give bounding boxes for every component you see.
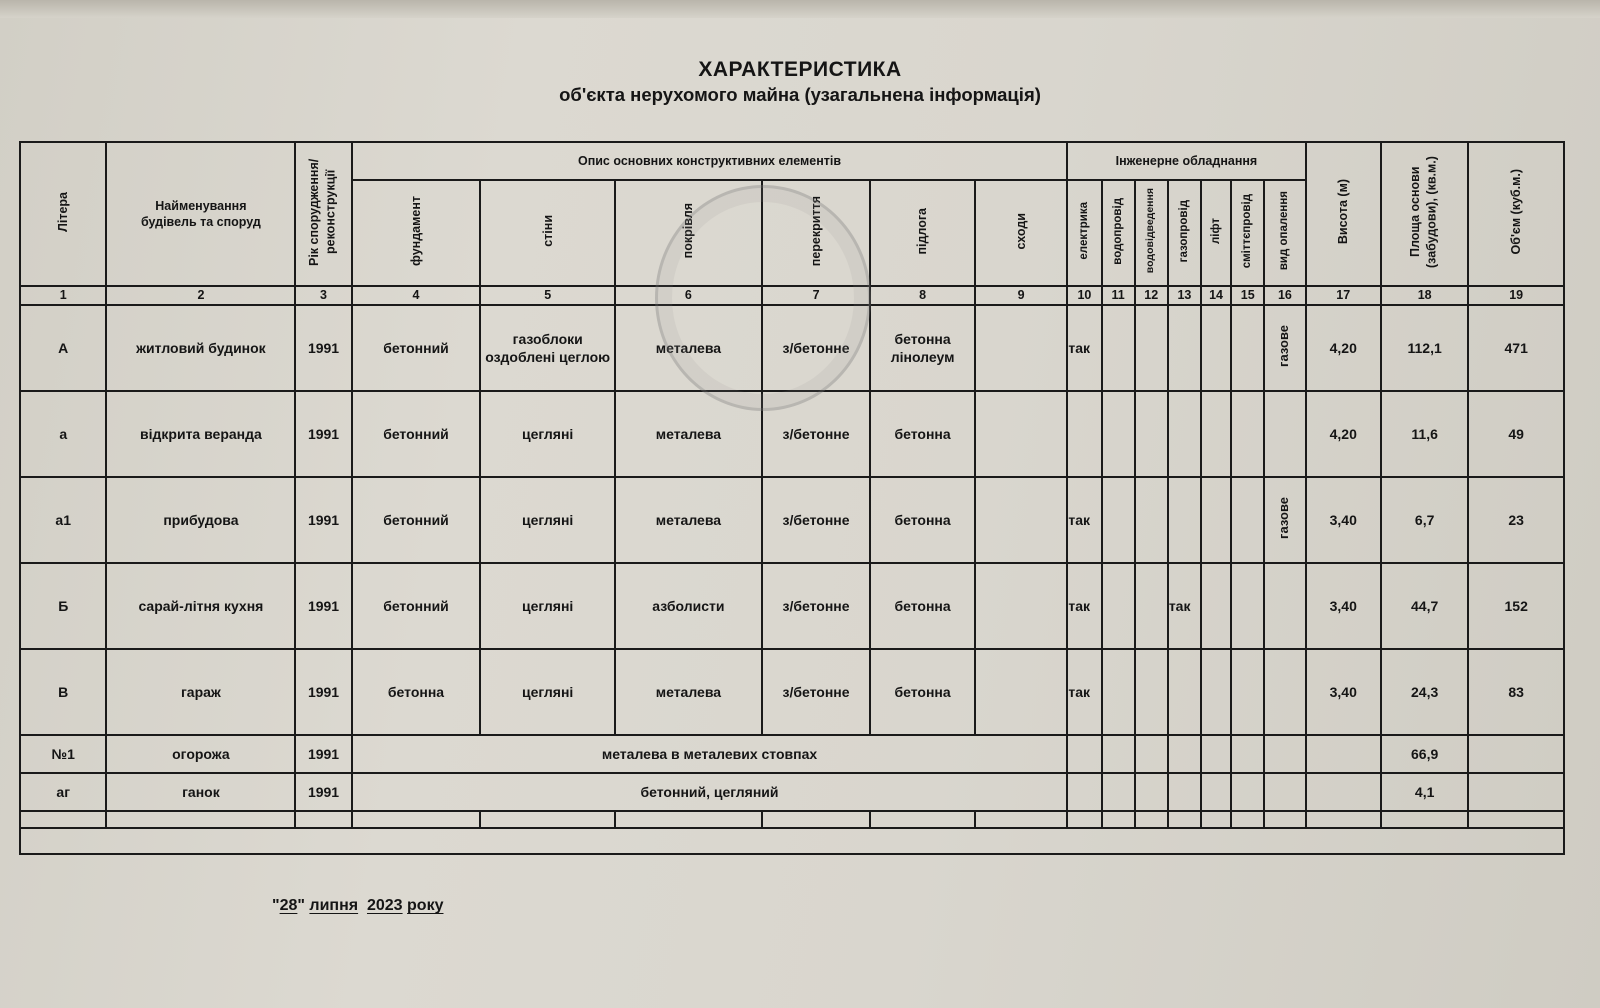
cell-ceiling: з/бетонне	[762, 305, 871, 391]
cell-gas	[1168, 305, 1201, 391]
header-construction-group: Опис основних конструктивних елементів	[352, 142, 1068, 180]
cell-roof: металева	[615, 391, 762, 477]
cell-walls: цегляні	[480, 391, 615, 477]
column-number: 19	[1468, 286, 1564, 305]
cell-heating	[1264, 477, 1305, 563]
cell-garbage-chute	[1231, 391, 1264, 477]
header-height-label: Висота (м)	[1336, 179, 1351, 245]
empty-cell	[106, 811, 295, 828]
empty-cell	[1264, 811, 1305, 828]
header-sewerage	[1135, 180, 1168, 286]
document-title: ХАРАКТЕРИСТИКА	[698, 58, 902, 81]
header-walls-label: стіни	[540, 214, 555, 247]
header-row-group	[20, 142, 1564, 180]
cell-year: 1991	[295, 305, 351, 391]
cell-litera: №1	[20, 735, 106, 773]
date-suffix: року	[407, 897, 444, 914]
cell-gas: так	[1168, 563, 1201, 649]
date-year: 2023	[366, 897, 403, 914]
cell-foundation: бетонний	[352, 563, 481, 649]
cell-year: 1991	[295, 391, 351, 477]
cell-stairs	[975, 649, 1068, 735]
cell-gas	[1168, 649, 1201, 735]
cell-roof: металева	[615, 649, 762, 735]
table-row	[20, 649, 1564, 735]
header-volume-label: Об'єм (куб.м.)	[1509, 169, 1524, 255]
cell-roof: металева	[615, 477, 762, 563]
column-number: 17	[1306, 286, 1381, 305]
header-name-label: Найменування будівель та споруд	[140, 198, 261, 229]
column-number: 9	[975, 286, 1068, 305]
cell-walls: газоблоки оздоблені цеглою	[480, 305, 615, 391]
cell-sewerage	[1135, 391, 1168, 477]
cell-litera: а1	[20, 477, 106, 563]
column-number: 14	[1201, 286, 1231, 305]
cell-name: гараж	[106, 649, 295, 735]
document-date: "28" липня 2023 року	[272, 897, 444, 914]
header-volume	[1468, 142, 1564, 286]
column-number: 3	[295, 286, 351, 305]
cell-walls: цегляні	[480, 563, 615, 649]
cell-area: 24,3	[1381, 649, 1468, 735]
column-number: 1	[20, 286, 106, 305]
cell-floor: бетонна	[870, 563, 975, 649]
cell-area: 44,7	[1381, 563, 1468, 649]
cell-stairs	[975, 305, 1068, 391]
cell-heating	[1264, 391, 1305, 477]
cell-name: огорожа	[106, 735, 295, 773]
cell-stairs	[975, 563, 1068, 649]
cell-lift	[1201, 305, 1231, 391]
column-number: 11	[1102, 286, 1135, 305]
empty-cell	[870, 811, 975, 828]
cell-litera: аг	[20, 773, 106, 811]
cell-engineering-empty	[1264, 735, 1305, 773]
empty-cell	[20, 811, 106, 828]
header-electricity-label: електрика	[1077, 202, 1090, 260]
cell-ceiling: з/бетонне	[762, 391, 871, 477]
cell-litera: А	[20, 305, 106, 391]
header-floor	[870, 180, 975, 286]
cell-garbage-chute	[1231, 305, 1264, 391]
cell-engineering-empty	[1231, 773, 1264, 811]
cell-engineering-empty	[1135, 773, 1168, 811]
cell-description: металева в металевих стовпах	[352, 735, 1068, 773]
cell-roof: азболисти	[615, 563, 762, 649]
column-number: 8	[870, 286, 975, 305]
cell-electricity	[1067, 391, 1101, 477]
header-litera-label: Літера	[56, 191, 71, 232]
cell-heating	[1264, 305, 1305, 391]
cell-engineering-empty	[1135, 735, 1168, 773]
cell-name: відкрита веранда	[106, 391, 295, 477]
header-electricity	[1067, 180, 1101, 286]
cell-electricity: так	[1067, 649, 1101, 735]
cell-area: 4,1	[1381, 773, 1468, 811]
cell-walls: цегляні	[480, 477, 615, 563]
cell-engineering-empty	[1201, 735, 1231, 773]
characteristics-table	[19, 141, 1565, 855]
header-height	[1306, 142, 1381, 286]
header-ceiling-label: перекриття	[808, 195, 823, 266]
empty-cell	[1201, 811, 1231, 828]
header-water-supply-label: водопровід	[1111, 197, 1124, 265]
cell-engineering-empty	[1067, 773, 1101, 811]
header-year	[295, 142, 351, 286]
header-heating-label: вид опалення	[1278, 191, 1291, 271]
empty-cell	[1168, 811, 1201, 828]
header-area-label: Площа основи (забудови), (кв.м.)	[1407, 155, 1438, 268]
column-number: 15	[1231, 286, 1264, 305]
cell-roof: металева	[615, 305, 762, 391]
cell-floor: бетонна	[870, 649, 975, 735]
empty-cell	[615, 811, 762, 828]
header-sewerage-label: водовідведення	[1144, 188, 1157, 274]
cell-year: 1991	[295, 477, 351, 563]
cell-engineering-empty	[1168, 773, 1201, 811]
cell-floor: бетонна	[870, 391, 975, 477]
cell-volume: 23	[1468, 477, 1564, 563]
document-subtitle: об'єкта нерухомого майна (узагальнена інформація)	[559, 84, 1041, 105]
header-stairs	[975, 180, 1068, 286]
cell-area: 6,7	[1381, 477, 1468, 563]
cell-height: 4,20	[1306, 391, 1381, 477]
cell-area: 112,1	[1381, 305, 1468, 391]
cell-water-supply	[1102, 563, 1135, 649]
header-walls	[480, 180, 615, 286]
cell-lift	[1201, 391, 1231, 477]
header-roof	[615, 180, 762, 286]
cell-engineering-empty	[1201, 773, 1231, 811]
cell-ceiling: з/бетонне	[762, 477, 871, 563]
header-lift	[1201, 180, 1231, 286]
cell-sewerage	[1135, 563, 1168, 649]
cell-area: 11,6	[1381, 391, 1468, 477]
cell-year: 1991	[295, 563, 351, 649]
header-floor-label: підлога	[915, 207, 930, 255]
cell-volume: 152	[1468, 563, 1564, 649]
column-number: 13	[1168, 286, 1201, 305]
cell-lift	[1201, 563, 1231, 649]
cell-heating	[1264, 649, 1305, 735]
empty-cell	[1468, 811, 1564, 828]
cell-electricity: так	[1067, 305, 1101, 391]
cell-name: сарай-літня кухня	[106, 563, 295, 649]
header-area	[1381, 142, 1468, 286]
header-water-supply	[1102, 180, 1135, 286]
cell-walls: цегляні	[480, 649, 615, 735]
cell-area: 66,9	[1381, 735, 1468, 773]
column-number: 12	[1135, 286, 1168, 305]
cell-lift	[1201, 477, 1231, 563]
table-row	[20, 563, 1564, 649]
cell-water-supply	[1102, 477, 1135, 563]
table-row	[20, 477, 1564, 563]
cell-name: прибудова	[106, 477, 295, 563]
header-litera	[20, 142, 106, 286]
column-number: 10	[1067, 286, 1101, 305]
cell-ceiling: з/бетонне	[762, 563, 871, 649]
cell-sewerage	[1135, 649, 1168, 735]
cell-electricity: так	[1067, 477, 1101, 563]
header-garbage-chute	[1231, 180, 1264, 286]
cell-height: 4,20	[1306, 305, 1381, 391]
column-number: 5	[480, 286, 615, 305]
cell-volume	[1468, 773, 1564, 811]
cell-name: житловий будинок	[106, 305, 295, 391]
header-heating	[1264, 180, 1305, 286]
empty-cell	[1135, 811, 1168, 828]
header-lift-label: ліфт	[1209, 217, 1222, 244]
cell-engineering-empty	[1168, 735, 1201, 773]
cell-engineering-empty	[1264, 773, 1305, 811]
cell-water-supply	[1102, 305, 1135, 391]
column-number: 16	[1264, 286, 1305, 305]
header-gas-label: газопровід	[1177, 199, 1190, 263]
header-ceiling	[762, 180, 871, 286]
cell-water-supply	[1102, 649, 1135, 735]
cell-year: 1991	[295, 773, 351, 811]
table-row-merged	[20, 773, 1564, 811]
table-bottom-strip	[20, 828, 1564, 854]
cell-height: 3,40	[1306, 477, 1381, 563]
cell-name: ганок	[106, 773, 295, 811]
empty-cell	[1381, 811, 1468, 828]
cell-electricity: так	[1067, 563, 1101, 649]
cell-volume: 83	[1468, 649, 1564, 735]
date-day: 28	[279, 897, 298, 914]
cell-garbage-chute	[1231, 563, 1264, 649]
cell-litera: В	[20, 649, 106, 735]
empty-cell	[352, 811, 481, 828]
cell-foundation: бетонний	[352, 477, 481, 563]
cell-engineering-empty	[1231, 735, 1264, 773]
empty-row	[20, 811, 1564, 828]
cell-litera: а	[20, 391, 106, 477]
cell-height: 3,40	[1306, 563, 1381, 649]
cell-ceiling: з/бетонне	[762, 649, 871, 735]
cell-heating	[1264, 563, 1305, 649]
cell-foundation: бетонна	[352, 649, 481, 735]
cell-foundation: бетонний	[352, 391, 481, 477]
header-stairs-label: сходи	[1013, 212, 1028, 250]
cell-engineering-empty	[1102, 735, 1135, 773]
header-foundation	[352, 180, 481, 286]
date-month: липня	[309, 897, 359, 914]
cell-water-supply	[1102, 391, 1135, 477]
cell-engineering-empty	[1067, 735, 1101, 773]
table-body	[20, 305, 1564, 811]
table-bottom-cell	[20, 828, 1564, 854]
column-number: 18	[1381, 286, 1468, 305]
cell-foundation: бетонний	[352, 305, 481, 391]
cell-garbage-chute	[1231, 649, 1264, 735]
empty-cell	[1231, 811, 1264, 828]
cell-garbage-chute	[1231, 477, 1264, 563]
column-numbers-row	[20, 286, 1564, 305]
cell-gas	[1168, 391, 1201, 477]
header-garbage-chute-label: сміттєпровід	[1241, 193, 1254, 269]
header-foundation-label: фундамент	[408, 195, 423, 266]
cell-volume: 471	[1468, 305, 1564, 391]
cell-gas	[1168, 477, 1201, 563]
column-number: 2	[106, 286, 295, 305]
cell-height: 3,40	[1306, 649, 1381, 735]
empty-cell	[1067, 811, 1101, 828]
table-row	[20, 305, 1564, 391]
cell-lift	[1201, 649, 1231, 735]
empty-cell	[1306, 811, 1381, 828]
header-gas	[1168, 180, 1201, 286]
column-number: 4	[352, 286, 481, 305]
empty-cell	[295, 811, 351, 828]
empty-cell	[480, 811, 615, 828]
paper-edge	[0, 0, 1600, 18]
empty-cell	[762, 811, 871, 828]
cell-height	[1306, 735, 1381, 773]
cell-year: 1991	[295, 735, 351, 773]
cell-year: 1991	[295, 649, 351, 735]
cell-volume: 49	[1468, 391, 1564, 477]
characteristics-table-wrapper	[19, 141, 1565, 855]
column-number: 7	[762, 286, 871, 305]
table-row	[20, 391, 1564, 477]
header-engineering-group: Інженерне обладнання	[1067, 142, 1305, 180]
cell-sewerage	[1135, 305, 1168, 391]
column-number: 6	[615, 286, 762, 305]
cell-height	[1306, 773, 1381, 811]
header-year-label: Рік спорудження/ реконструкції	[306, 158, 337, 266]
cell-volume	[1468, 735, 1564, 773]
table-row-merged	[20, 735, 1564, 773]
header-name	[106, 142, 295, 286]
cell-floor: бетонна	[870, 477, 975, 563]
cell-description: бетонний, цегляний	[352, 773, 1068, 811]
header-roof-label: покрівля	[681, 203, 696, 259]
empty-cell	[1102, 811, 1135, 828]
cell-engineering-empty	[1102, 773, 1135, 811]
heating-value: газове	[1276, 324, 1292, 367]
cell-sewerage	[1135, 477, 1168, 563]
cell-stairs	[975, 391, 1068, 477]
cell-stairs	[975, 477, 1068, 563]
cell-floor: бетонна лінолеум	[870, 305, 975, 391]
empty-cell	[975, 811, 1068, 828]
heating-value: газове	[1276, 496, 1292, 539]
cell-litera: Б	[20, 563, 106, 649]
